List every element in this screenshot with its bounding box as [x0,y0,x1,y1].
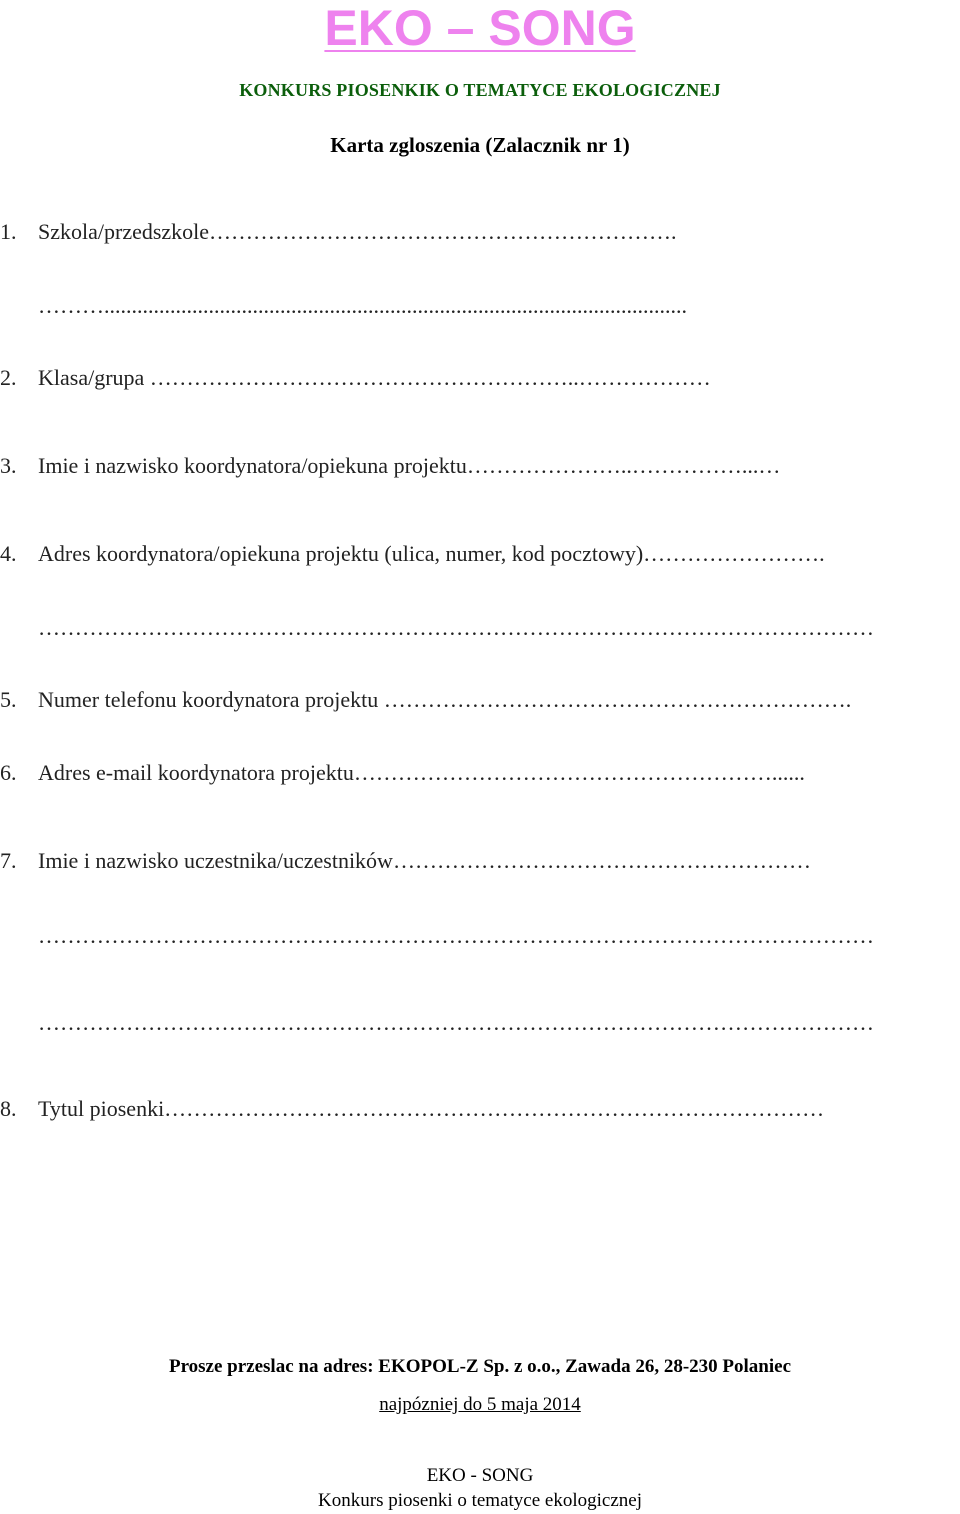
field-school[interactable] [0,218,952,246]
field-number: 3. [0,453,17,478]
form-title: Karta zgloszenia (Zalacznik nr 1) [330,133,630,157]
field-coordinator-address-continuation[interactable]: …………………………………………………………………………………………………… [38,615,874,640]
field-participants-continuation-1[interactable]: …………………………………………………………………………………………………… [38,923,874,948]
field-class-group[interactable] [0,364,952,392]
field-number: 6. [0,760,17,785]
competition-subtitle: KONKURS PIOSENKIK O TEMATYCE EKOLOGICZNEJ [239,80,721,100]
field-number: 4. [0,541,17,566]
field-label: Adres koordynatora/opiekuna projektu (ulica, numer, kod pocztowy)……………………. [38,541,825,566]
field-participants-continuation-2[interactable]: …………………………………………………………………………………………………… [38,1010,874,1035]
field-label: Numer telefonu koordynatora projektu ………………………………………………………. [38,687,852,712]
submission-deadline: najpózniej do 5 maja 2014 [379,1394,581,1415]
field-coordinator-email[interactable] [0,759,952,787]
page-title: EKO – SONG [324,0,636,56]
field-number: 8. [0,1096,17,1121]
footer-tagline: Konkurs piosenki o tematyce ekologicznej [318,1490,642,1511]
field-coordinator-address[interactable] [0,540,952,568]
field-participants[interactable] [0,847,952,875]
field-number: 2. [0,365,17,390]
submission-address: Prosze przeslac na adres: EKOPOL-Z Sp. z o.o., Zawada 26, 28-230 Polaniec [168,1356,792,1377]
field-number: 1. [0,219,17,244]
footer-brand: EKO - SONG [426,1465,534,1486]
field-coordinator-phone[interactable] [0,686,952,714]
field-school-continuation[interactable]: ……….......................................................................................................... [38,293,687,318]
field-label: Szkola/przedszkole………………………………………………………. [38,219,677,244]
field-coordinator-name[interactable] [0,452,952,480]
field-label: Imie i nazwisko koordynatora/opiekuna projektu…………………..……………...… [38,453,781,478]
field-label: Klasa/grupa …………………………………………………..……………… [38,365,711,390]
field-number: 7. [0,848,17,873]
field-label: Imie i nazwisko uczestnika/uczestników………………………………………………… [38,848,811,873]
field-label: Adres e-mail koordynatora projektu…………………………………………………...... [38,760,805,785]
field-song-title[interactable] [0,1095,952,1123]
field-label: Tytul piosenki……………………………………………………………………………… [38,1096,825,1121]
field-number: 5. [0,687,17,712]
